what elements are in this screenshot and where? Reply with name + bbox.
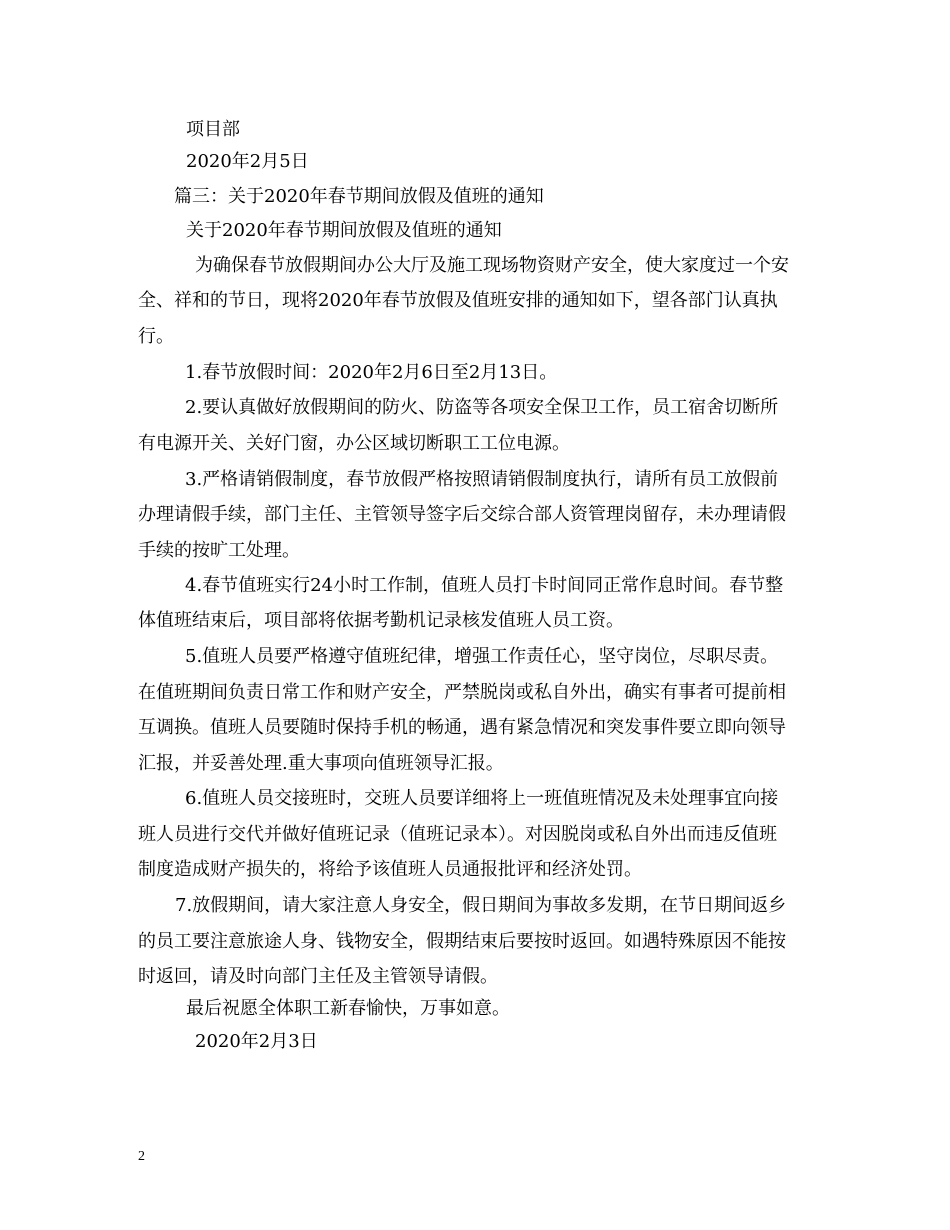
paragraph-line: 班人员进行交代并做好值班记录（值班记录本）。对因脱岗或私自外出而违反值班: [138, 824, 777, 845]
paragraph-line: 1.春节放假时间：2020年2月6日至2月13日。: [185, 362, 558, 383]
paragraph-line: 7.放假期间，请大家注意人身安全，假日期间为事故多发期，在节日期间返乡: [175, 895, 787, 916]
paragraph-line: 的员工要注意旅途人身、钱物安全，假期结束后要按时返回。如遇特殊原因不能按: [138, 931, 786, 952]
closing-date: 2020年2月3日: [195, 1031, 318, 1052]
paragraph-line: 行。: [138, 326, 174, 347]
header-dept: 项目部: [186, 119, 240, 140]
paragraph-line: 时返回，请及时向部门主任及主管领导请假。: [138, 966, 498, 987]
header-date: 2020年2月5日: [186, 151, 309, 172]
paragraph-line: 手续的按旷工处理。: [138, 540, 300, 561]
page-number: 2: [138, 1149, 145, 1164]
paragraph-line: 6.值班人员交接班时，交班人员要详细将上一班值班情况及未处理事宜向接: [185, 788, 779, 809]
closing-wish: 最后祝愿全体职工新春愉快，万事如意。: [186, 998, 510, 1019]
paragraph-line: 3.严格请销假制度，春节放假严格按照请销假制度执行，请所有员工放假前: [185, 469, 779, 490]
paragraph-line: 互调换。值班人员要随时保持手机的畅通，遇有紧急情况和突发事件要立即向领导: [138, 717, 786, 738]
paragraph-line: 为确保春节放假期间办公大厅及施工现场物资财产安全，使大家度过一个安: [195, 255, 789, 276]
paragraph-line: 汇报，并妥善处理.重大事项向值班领导汇报。: [138, 753, 504, 774]
paragraph-line: 4.春节值班实行24小时工作制，值班人员打卡时间同正常作息时间。春节整: [185, 575, 784, 596]
section-heading: 篇三：关于2020年春节期间放假及值班的通知: [174, 186, 544, 207]
paragraph-line: 全、祥和的节日，现将2020年春节放假及值班安排的通知如下，望各部门认真执: [138, 290, 778, 311]
paragraph-line: 制度造成财产损失的，将给予该值班人员通报批评和经济处罚。: [138, 859, 642, 880]
notice-title: 关于2020年春节期间放假及值班的通知: [186, 220, 502, 241]
paragraph-line: 有电源开关、关好门窗，办公区域切断职工工位电源。: [138, 433, 570, 454]
paragraph-line: 2.要认真做好放假期间的防火、防盗等各项安全保卫工作，员工宿舍切断所: [185, 397, 779, 418]
paragraph-line: 5.值班人员要严格遵守值班纪律，增强工作责任心，坚守岗位，尽职尽责。: [185, 646, 779, 667]
paragraph-line: 在值班期间负责日常工作和财产安全，严禁脱岗或私自外出，确实有事者可提前相: [138, 682, 786, 703]
paragraph-line: 体值班结束后，项目部将依据考勤机记录核发值班人员工资。: [138, 610, 624, 631]
paragraph-line: 办理请假手续，部门主任、主管领导签字后交综合部人资管理岗留存，未办理请假: [138, 504, 786, 525]
